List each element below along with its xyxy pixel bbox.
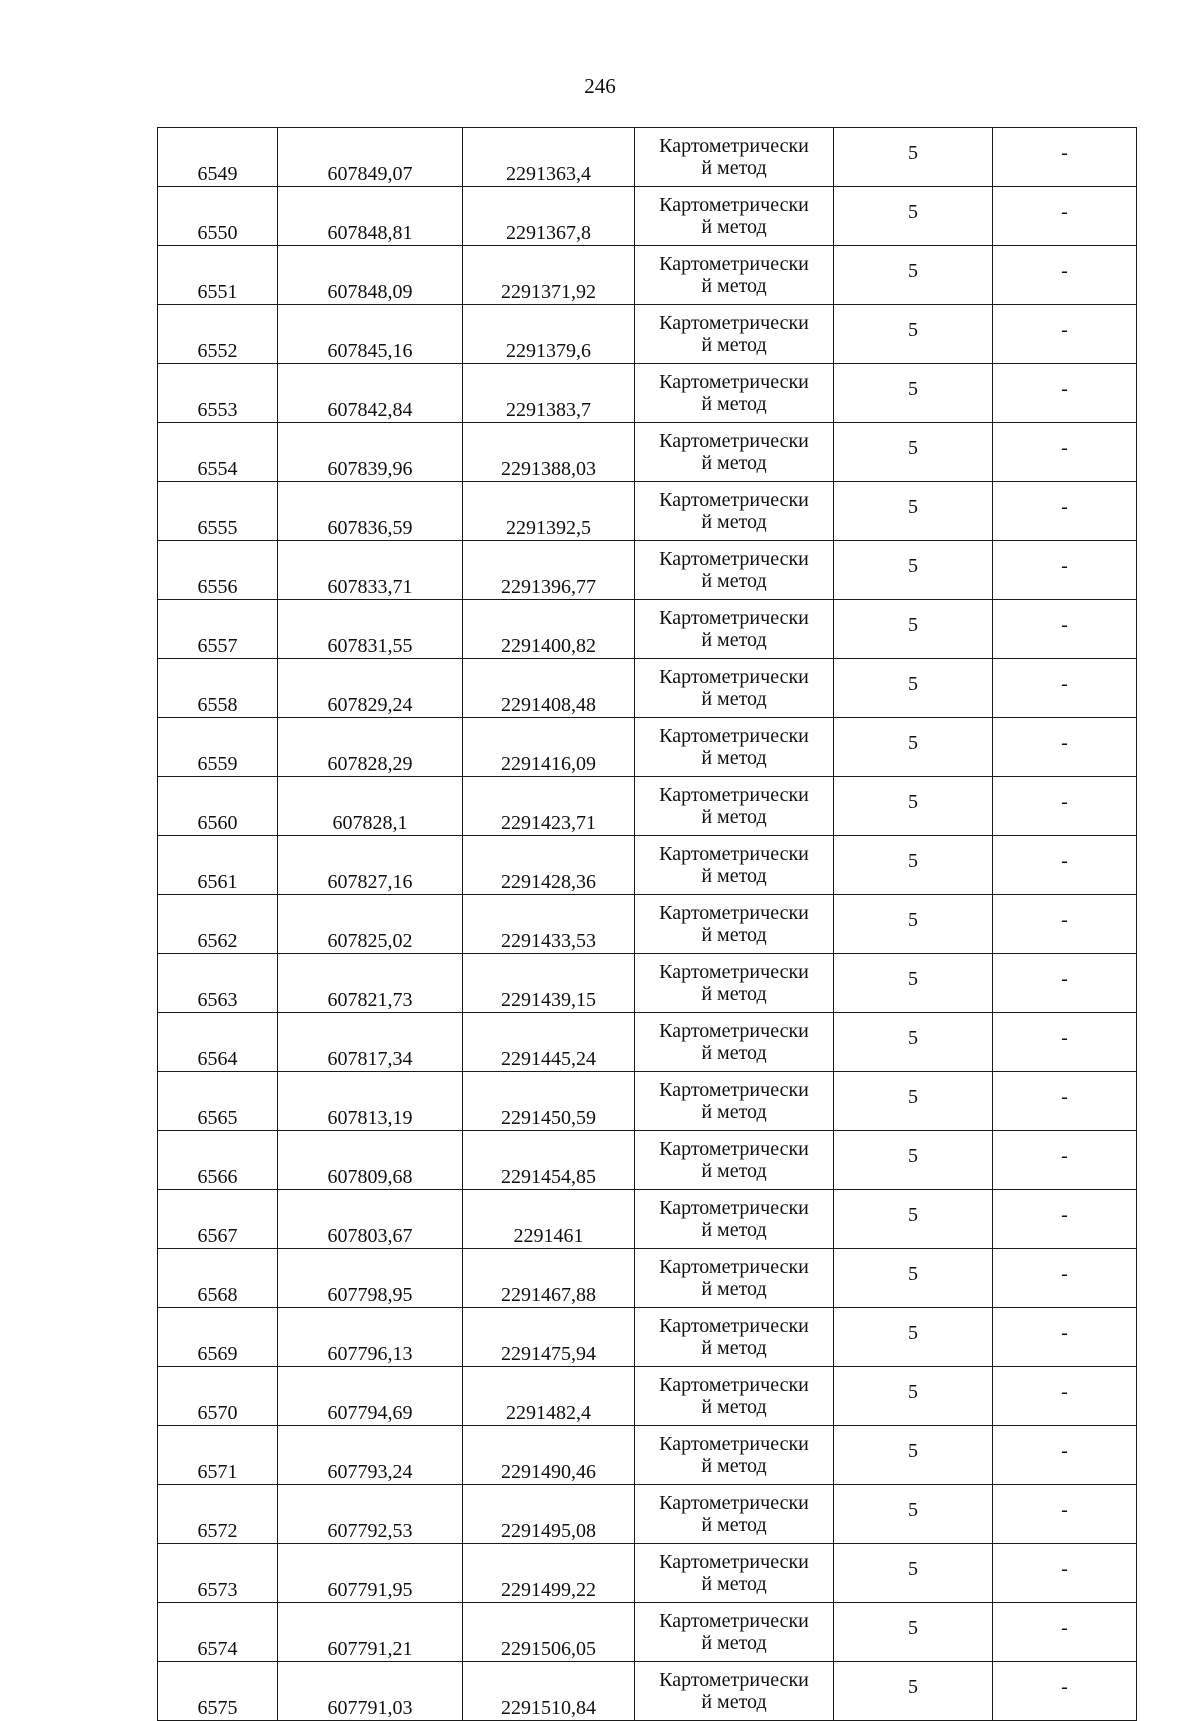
method-cell bbox=[635, 1072, 834, 1131]
x-coordinate-cell: 607821,73 bbox=[278, 954, 463, 1013]
point-number-cell: 6568 bbox=[158, 1249, 278, 1308]
note-cell: - bbox=[993, 128, 1137, 187]
accuracy-cell: 5 bbox=[834, 482, 993, 541]
method-text-line-2: й метод bbox=[701, 1219, 767, 1241]
method-text-line-2: й метод bbox=[701, 629, 767, 651]
note-cell: - bbox=[993, 659, 1137, 718]
x-coordinate-cell: 607849,07 bbox=[278, 128, 463, 187]
x-coordinate-cell: 607791,95 bbox=[278, 1544, 463, 1603]
method-text-line-2: й метод bbox=[701, 1278, 767, 1300]
x-coordinate-cell: 607836,59 bbox=[278, 482, 463, 541]
x-coordinate-cell: 607828,1 bbox=[278, 777, 463, 836]
x-coordinate-cell: 607813,19 bbox=[278, 1072, 463, 1131]
method-text-line-1: Картометрически bbox=[659, 547, 809, 570]
method-cell bbox=[635, 305, 834, 364]
y-coordinate-cell: 2291371,92 bbox=[463, 246, 635, 305]
x-coordinate-cell: 607798,95 bbox=[278, 1249, 463, 1308]
method-cell bbox=[635, 718, 834, 777]
table-row bbox=[158, 305, 1137, 364]
method-text-line-1: Картометрически bbox=[659, 1373, 809, 1396]
x-coordinate-cell: 607828,29 bbox=[278, 718, 463, 777]
y-coordinate-cell: 2291475,94 bbox=[463, 1308, 635, 1367]
method-text-line-2: й метод bbox=[701, 983, 767, 1005]
method-text-line-2: й метод bbox=[701, 1691, 767, 1713]
accuracy-cell: 5 bbox=[834, 777, 993, 836]
table-row bbox=[158, 954, 1137, 1013]
accuracy-cell: 5 bbox=[834, 1072, 993, 1131]
point-number-cell: 6574 bbox=[158, 1603, 278, 1662]
method-text-line-1: Картометрически bbox=[659, 1668, 809, 1691]
method-text-line-2: й метод bbox=[701, 1396, 767, 1418]
table-row bbox=[158, 482, 1137, 541]
table-row bbox=[158, 1131, 1137, 1190]
method-text-line-1: Картометрически bbox=[659, 311, 809, 334]
method-cell bbox=[635, 246, 834, 305]
method-text-line-1: Картометрически bbox=[659, 1550, 809, 1573]
point-number-cell: 6565 bbox=[158, 1072, 278, 1131]
point-number-cell: 6556 bbox=[158, 541, 278, 600]
y-coordinate-cell: 2291439,15 bbox=[463, 954, 635, 1013]
note-cell: - bbox=[993, 1485, 1137, 1544]
table-row bbox=[158, 423, 1137, 482]
y-coordinate-cell: 2291490,46 bbox=[463, 1426, 635, 1485]
y-coordinate-cell: 2291506,05 bbox=[463, 1603, 635, 1662]
method-cell bbox=[635, 600, 834, 659]
accuracy-cell: 5 bbox=[834, 364, 993, 423]
accuracy-cell: 5 bbox=[834, 600, 993, 659]
method-text-line-1: Картометрически bbox=[659, 1609, 809, 1632]
method-text-line-1: Картометрически bbox=[659, 1432, 809, 1455]
note-cell: - bbox=[993, 836, 1137, 895]
note-cell: - bbox=[993, 364, 1137, 423]
table-row bbox=[158, 1485, 1137, 1544]
y-coordinate-cell: 2291467,88 bbox=[463, 1249, 635, 1308]
accuracy-cell: 5 bbox=[834, 895, 993, 954]
accuracy-cell: 5 bbox=[834, 718, 993, 777]
accuracy-cell: 5 bbox=[834, 659, 993, 718]
point-number-cell: 6559 bbox=[158, 718, 278, 777]
x-coordinate-cell: 607794,69 bbox=[278, 1367, 463, 1426]
method-text-line-1: Картометрически bbox=[659, 1314, 809, 1337]
method-cell bbox=[635, 1190, 834, 1249]
y-coordinate-cell: 2291450,59 bbox=[463, 1072, 635, 1131]
method-text-line-2: й метод bbox=[701, 688, 767, 710]
method-text-line-1: Картометрически bbox=[659, 1196, 809, 1219]
method-text-line-1: Картометрически bbox=[659, 1019, 809, 1042]
y-coordinate-cell: 2291388,03 bbox=[463, 423, 635, 482]
y-coordinate-cell: 2291454,85 bbox=[463, 1131, 635, 1190]
method-cell bbox=[635, 1013, 834, 1072]
method-text-line-2: й метод bbox=[701, 1632, 767, 1654]
table-row bbox=[158, 128, 1137, 187]
table-row bbox=[158, 1072, 1137, 1131]
method-cell bbox=[635, 1544, 834, 1603]
method-cell bbox=[635, 895, 834, 954]
point-number-cell: 6562 bbox=[158, 895, 278, 954]
accuracy-cell: 5 bbox=[834, 541, 993, 600]
accuracy-cell: 5 bbox=[834, 1603, 993, 1662]
point-number-cell: 6573 bbox=[158, 1544, 278, 1603]
note-cell: - bbox=[993, 1072, 1137, 1131]
accuracy-cell: 5 bbox=[834, 1485, 993, 1544]
table-row bbox=[158, 659, 1137, 718]
note-cell: - bbox=[993, 541, 1137, 600]
y-coordinate-cell: 2291400,82 bbox=[463, 600, 635, 659]
method-text-line-1: Картометрически bbox=[659, 1078, 809, 1101]
method-text-line-2: й метод bbox=[701, 570, 767, 592]
note-cell: - bbox=[993, 1249, 1137, 1308]
point-number-cell: 6563 bbox=[158, 954, 278, 1013]
x-coordinate-cell: 607796,13 bbox=[278, 1308, 463, 1367]
accuracy-cell: 5 bbox=[834, 423, 993, 482]
x-coordinate-cell: 607817,34 bbox=[278, 1013, 463, 1072]
method-text-line-1: Картометрически bbox=[659, 724, 809, 747]
point-number-cell: 6564 bbox=[158, 1013, 278, 1072]
table-row bbox=[158, 1308, 1137, 1367]
point-number-cell: 6555 bbox=[158, 482, 278, 541]
note-cell: - bbox=[993, 954, 1137, 1013]
accuracy-cell: 5 bbox=[834, 1013, 993, 1072]
point-number-cell: 6550 bbox=[158, 187, 278, 246]
method-text-line-1: Картометрически bbox=[659, 665, 809, 688]
y-coordinate-cell: 2291433,53 bbox=[463, 895, 635, 954]
method-cell bbox=[635, 1603, 834, 1662]
point-number-cell: 6575 bbox=[158, 1662, 278, 1721]
note-cell: - bbox=[993, 1426, 1137, 1485]
method-text-line-1: Картометрически bbox=[659, 842, 809, 865]
point-number-cell: 6549 bbox=[158, 128, 278, 187]
method-cell bbox=[635, 1131, 834, 1190]
method-text-line-1: Картометрически bbox=[659, 370, 809, 393]
table-row bbox=[158, 1190, 1137, 1249]
x-coordinate-cell: 607845,16 bbox=[278, 305, 463, 364]
x-coordinate-cell: 607831,55 bbox=[278, 600, 463, 659]
method-text-line-1: Картометрически bbox=[659, 252, 809, 275]
x-coordinate-cell: 607848,09 bbox=[278, 246, 463, 305]
note-cell: - bbox=[993, 1013, 1137, 1072]
table-row bbox=[158, 246, 1137, 305]
point-number-cell: 6554 bbox=[158, 423, 278, 482]
note-cell: - bbox=[993, 718, 1137, 777]
method-cell bbox=[635, 954, 834, 1013]
note-cell: - bbox=[993, 1544, 1137, 1603]
x-coordinate-cell: 607792,53 bbox=[278, 1485, 463, 1544]
point-number-cell: 6567 bbox=[158, 1190, 278, 1249]
table-row bbox=[158, 541, 1137, 600]
table-row bbox=[158, 895, 1137, 954]
accuracy-cell: 5 bbox=[834, 1662, 993, 1721]
method-cell bbox=[635, 128, 834, 187]
y-coordinate-cell: 2291383,7 bbox=[463, 364, 635, 423]
note-cell: - bbox=[993, 1603, 1137, 1662]
method-text-line-1: Картометрически bbox=[659, 134, 809, 157]
x-coordinate-cell: 607793,24 bbox=[278, 1426, 463, 1485]
accuracy-cell: 5 bbox=[834, 1426, 993, 1485]
table-row bbox=[158, 1426, 1137, 1485]
note-cell: - bbox=[993, 482, 1137, 541]
method-text-line-1: Картометрически bbox=[659, 960, 809, 983]
accuracy-cell: 5 bbox=[834, 1131, 993, 1190]
method-cell bbox=[635, 1249, 834, 1308]
accuracy-cell: 5 bbox=[834, 1308, 993, 1367]
note-cell: - bbox=[993, 1662, 1137, 1721]
method-text-line-2: й метод bbox=[701, 511, 767, 533]
point-number-cell: 6552 bbox=[158, 305, 278, 364]
page-number: 246 bbox=[584, 74, 616, 98]
method-cell bbox=[635, 187, 834, 246]
method-text-line-2: й метод bbox=[701, 157, 767, 179]
x-coordinate-cell: 607809,68 bbox=[278, 1131, 463, 1190]
x-coordinate-cell: 607839,96 bbox=[278, 423, 463, 482]
note-cell: - bbox=[993, 305, 1137, 364]
table-row bbox=[158, 1249, 1137, 1308]
accuracy-cell: 5 bbox=[834, 128, 993, 187]
method-text-line-2: й метод bbox=[701, 1573, 767, 1595]
x-coordinate-cell: 607803,67 bbox=[278, 1190, 463, 1249]
accuracy-cell: 5 bbox=[834, 1367, 993, 1426]
accuracy-cell: 5 bbox=[834, 1249, 993, 1308]
x-coordinate-cell: 607848,81 bbox=[278, 187, 463, 246]
point-number-cell: 6570 bbox=[158, 1367, 278, 1426]
point-number-cell: 6571 bbox=[158, 1426, 278, 1485]
accuracy-cell: 5 bbox=[834, 1190, 993, 1249]
note-cell: - bbox=[993, 187, 1137, 246]
note-cell: - bbox=[993, 1308, 1137, 1367]
point-number-cell: 6569 bbox=[158, 1308, 278, 1367]
y-coordinate-cell: 2291510,84 bbox=[463, 1662, 635, 1721]
y-coordinate-cell: 2291499,22 bbox=[463, 1544, 635, 1603]
point-number-cell: 6553 bbox=[158, 364, 278, 423]
x-coordinate-cell: 607829,24 bbox=[278, 659, 463, 718]
y-coordinate-cell: 2291408,48 bbox=[463, 659, 635, 718]
method-text-line-2: й метод bbox=[701, 275, 767, 297]
method-text-line-2: й метод bbox=[701, 452, 767, 474]
accuracy-cell: 5 bbox=[834, 1544, 993, 1603]
y-coordinate-cell: 2291428,36 bbox=[463, 836, 635, 895]
method-text-line-1: Картометрически bbox=[659, 901, 809, 924]
y-coordinate-cell: 2291482,4 bbox=[463, 1367, 635, 1426]
point-number-cell: 6558 bbox=[158, 659, 278, 718]
method-text-line-1: Картометрически bbox=[659, 1491, 809, 1514]
method-text-line-2: й метод bbox=[701, 1101, 767, 1123]
coordinates-table bbox=[157, 127, 1137, 1721]
table-row bbox=[158, 836, 1137, 895]
point-number-cell: 6561 bbox=[158, 836, 278, 895]
table-row bbox=[158, 1603, 1137, 1662]
method-text-line-1: Картометрически bbox=[659, 1137, 809, 1160]
y-coordinate-cell: 2291363,4 bbox=[463, 128, 635, 187]
method-text-line-2: й метод bbox=[701, 806, 767, 828]
method-text-line-2: й метод bbox=[701, 1042, 767, 1064]
y-coordinate-cell: 2291423,71 bbox=[463, 777, 635, 836]
method-cell bbox=[635, 659, 834, 718]
table-row bbox=[158, 1544, 1137, 1603]
method-cell bbox=[635, 1662, 834, 1721]
accuracy-cell: 5 bbox=[834, 836, 993, 895]
method-text-line-1: Картометрически bbox=[659, 429, 809, 452]
x-coordinate-cell: 607833,71 bbox=[278, 541, 463, 600]
method-text-line-2: й метод bbox=[701, 1337, 767, 1359]
method-cell bbox=[635, 1485, 834, 1544]
method-text-line-2: й метод bbox=[701, 924, 767, 946]
method-cell bbox=[635, 1367, 834, 1426]
method-text-line-2: й метод bbox=[701, 865, 767, 887]
note-cell: - bbox=[993, 895, 1137, 954]
method-cell bbox=[635, 777, 834, 836]
point-number-cell: 6566 bbox=[158, 1131, 278, 1190]
method-cell bbox=[635, 423, 834, 482]
method-text-line-2: й метод bbox=[701, 1160, 767, 1182]
x-coordinate-cell: 607791,21 bbox=[278, 1603, 463, 1662]
table-row bbox=[158, 600, 1137, 659]
accuracy-cell: 5 bbox=[834, 954, 993, 1013]
method-text-line-2: й метод bbox=[701, 747, 767, 769]
x-coordinate-cell: 607825,02 bbox=[278, 895, 463, 954]
method-cell bbox=[635, 1426, 834, 1485]
x-coordinate-cell: 607842,84 bbox=[278, 364, 463, 423]
table-row bbox=[158, 777, 1137, 836]
method-text-line-1: Картометрически bbox=[659, 488, 809, 511]
table-row bbox=[158, 1367, 1137, 1426]
point-number-cell: 6572 bbox=[158, 1485, 278, 1544]
method-cell bbox=[635, 364, 834, 423]
y-coordinate-cell: 2291445,24 bbox=[463, 1013, 635, 1072]
accuracy-cell: 5 bbox=[834, 305, 993, 364]
point-number-cell: 6560 bbox=[158, 777, 278, 836]
note-cell: - bbox=[993, 423, 1137, 482]
coordinates-table-body bbox=[158, 128, 1137, 1721]
accuracy-cell: 5 bbox=[834, 187, 993, 246]
y-coordinate-cell: 2291416,09 bbox=[463, 718, 635, 777]
accuracy-cell: 5 bbox=[834, 246, 993, 305]
x-coordinate-cell: 607791,03 bbox=[278, 1662, 463, 1721]
method-text-line-1: Картометрически bbox=[659, 783, 809, 806]
y-coordinate-cell: 2291495,08 bbox=[463, 1485, 635, 1544]
method-text-line-2: й метод bbox=[701, 216, 767, 238]
table-row bbox=[158, 1662, 1137, 1721]
y-coordinate-cell: 2291461 bbox=[463, 1190, 635, 1249]
table-row bbox=[158, 718, 1137, 777]
y-coordinate-cell: 2291367,8 bbox=[463, 187, 635, 246]
note-cell: - bbox=[993, 246, 1137, 305]
method-text-line-1: Картометрически bbox=[659, 606, 809, 629]
method-text-line-2: й метод bbox=[701, 1455, 767, 1477]
method-cell bbox=[635, 541, 834, 600]
method-text-line-1: Картометрически bbox=[659, 1255, 809, 1278]
point-number-cell: 6551 bbox=[158, 246, 278, 305]
point-number-cell: 6557 bbox=[158, 600, 278, 659]
note-cell: - bbox=[993, 777, 1137, 836]
method-text-line-1: Картометрически bbox=[659, 193, 809, 216]
method-cell bbox=[635, 482, 834, 541]
note-cell: - bbox=[993, 1367, 1137, 1426]
y-coordinate-cell: 2291379,6 bbox=[463, 305, 635, 364]
method-cell bbox=[635, 836, 834, 895]
y-coordinate-cell: 2291392,5 bbox=[463, 482, 635, 541]
x-coordinate-cell: 607827,16 bbox=[278, 836, 463, 895]
table-row bbox=[158, 187, 1137, 246]
table-row bbox=[158, 1013, 1137, 1072]
y-coordinate-cell: 2291396,77 bbox=[463, 541, 635, 600]
method-cell bbox=[635, 1308, 834, 1367]
method-text-line-2: й метод bbox=[701, 1514, 767, 1536]
note-cell: - bbox=[993, 1131, 1137, 1190]
table-row bbox=[158, 364, 1137, 423]
method-text-line-2: й метод bbox=[701, 393, 767, 415]
note-cell: - bbox=[993, 600, 1137, 659]
note-cell: - bbox=[993, 1190, 1137, 1249]
method-text-line-2: й метод bbox=[701, 334, 767, 356]
